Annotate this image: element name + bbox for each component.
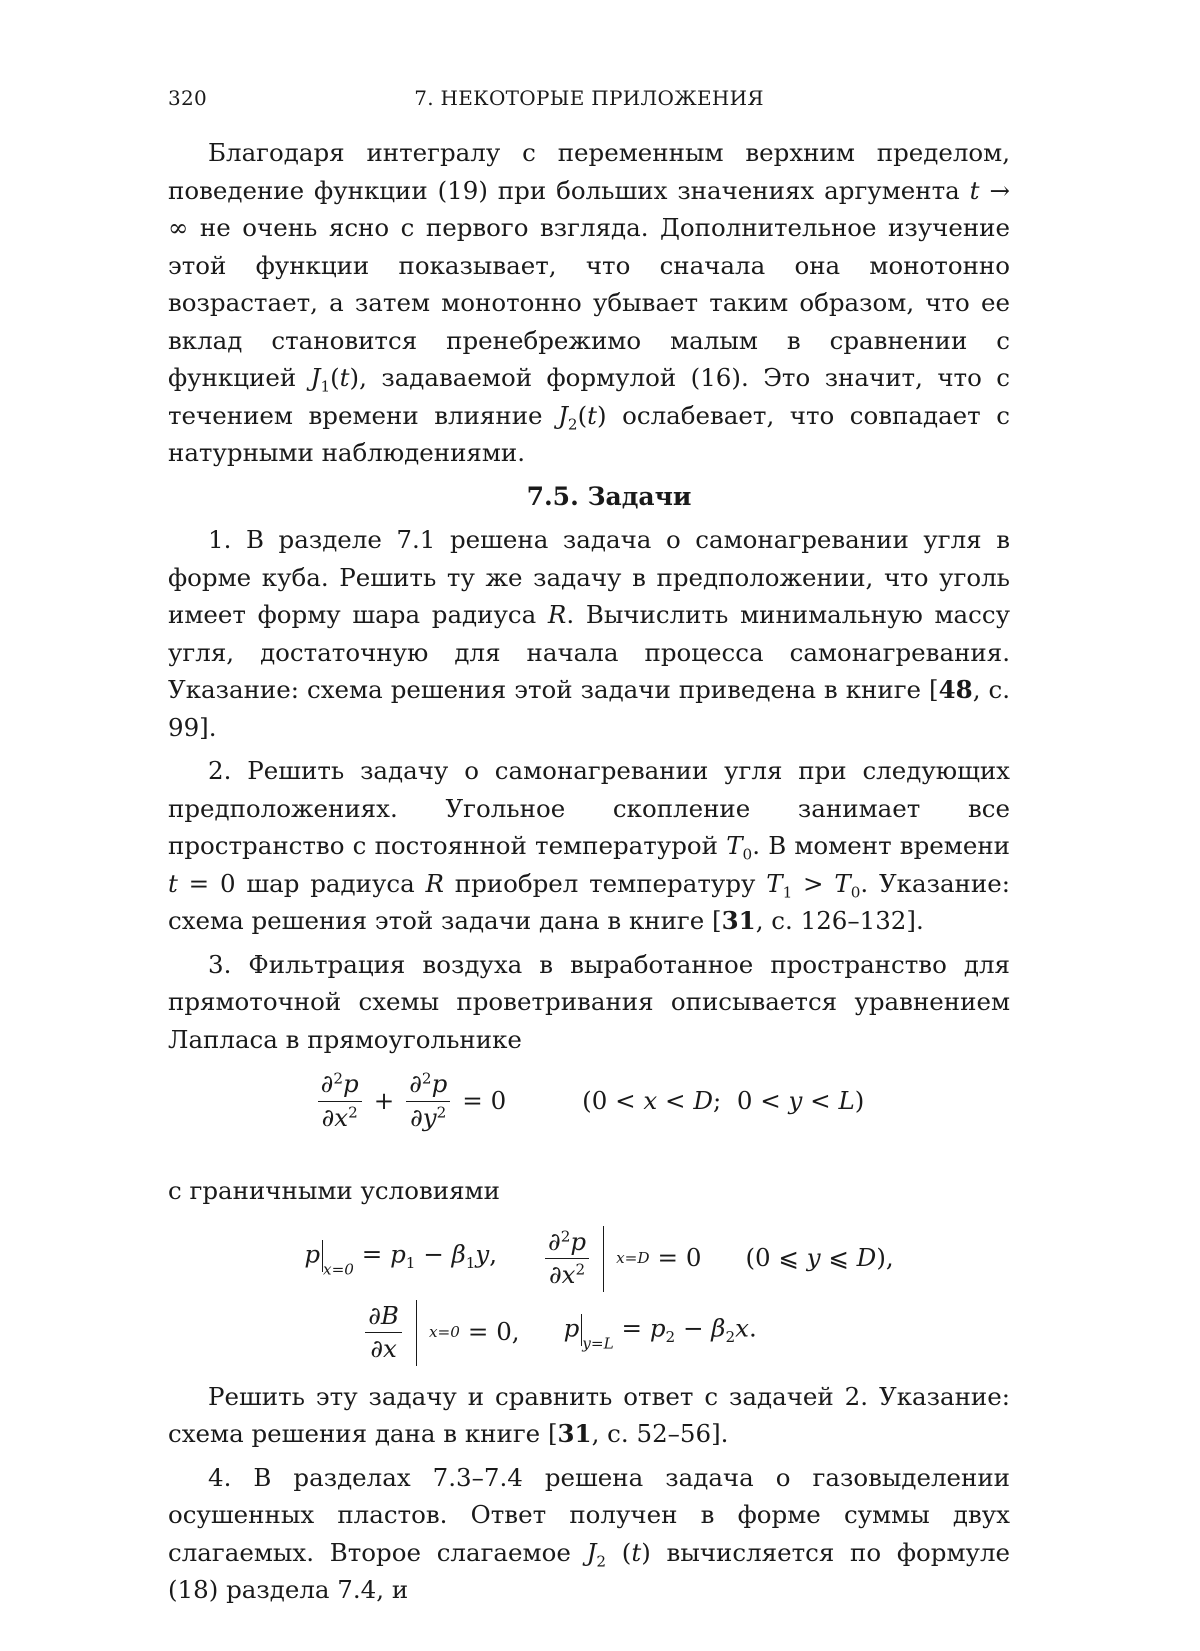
problem-4: 4. В разделах 7.3–7.4 решена задача о газовыделении осушенных пластов. Ответ получен в форме суммы двух слагаемых. Второе слагаемое $J_2$ (t) вычисляется по формуле (18) раздела 7.4, и xyxy=(168,1462,1011,1604)
problem-3: 3. Фильтрация воздуха в выработанное пространство для прямоточной схемы проветривания описывается уравнением Лапласа в прямоугольнике xyxy=(168,949,1010,1054)
running-title: 7. НЕКОТОРЫЕ ПРИЛОЖЕНИЯ xyxy=(414,86,764,110)
intro-paragraph: Благодаря интегралу с переменным верхним пределом, поведение функции (19) при больших значениях аргумента t → ∞ не очень ясно с первого взгляда. Дополнительное изучение этой функции показывает, что сначала она монотонно возрастает, а затем монотонно убывает таким образом, что ее вклад становится пренебрежимо малым в сравнении с функцией $J_1(t)$, задаваемой формулой (16). Это значит, что с течением времени влияние $J_2(t)$ ослабевает, что совпадает с натурными наблюдениями. xyxy=(168,138,1010,467)
boundary-intro: с граничными условиями xyxy=(168,1176,500,1205)
fraction: $\frac{\partial^2p}{\partial x^2}$ xyxy=(545,1230,589,1288)
page-body xyxy=(168,134,1010,1609)
page-number: 320 xyxy=(168,86,208,110)
page-header xyxy=(168,86,1010,116)
section-title: 7.5. Задачи xyxy=(526,481,692,511)
problem-1: 1. В разделе 7.1 решена задача о самонагревании угля в форме куба. Решить ту же задачу в предположении, что уголь имеет форму шара радиуса R. Вычислить минимальную массу угля, достаточную для начала процесса самонагревания. Указание: схема решения этой задачи приведена в книге [48, с. 99]. xyxy=(168,525,1010,742)
problem-3-conclusion: Решить эту задачу и сравнить ответ с задачей 2. Указание: схема решения дана в книге [31, с. 52–56]. xyxy=(168,1381,1010,1448)
fraction: $\frac{\partial^2p}{\partial y^2}$ xyxy=(406,1072,450,1130)
fraction: $\frac{\partial B}{\partial x}$ xyxy=(365,1304,402,1362)
boundary-conditions: $p_{x=0} = p_1 - \beta_1y$, $\frac{\partial^2p}{\partial x^2}$ x=D = 0 (0 ⩽ y ⩽ D), $\frac{\partial B}{\partial x}$ x=0 = 0, $p_{y=L} = p_2 - \beta_2x$. xyxy=(168,1226,1010,1366)
laplace-equation: $\frac{\partial^2p}{\partial x^2}$ + $\frac{\partial^2p}{\partial y^2}$ = 0 (0 < x < D; 0 < y < L) xyxy=(168,1072,1010,1158)
problem-2: 2. Решить задачу о самонагревании угля при следующих предположениях. Угольное скопление занимает все пространство с постоянной температурой $T_0$. В момент времени t = 0 шар радиуса R приобрел температуру $T_1 > T_0$. Указание: схема решения этой задачи дана в книге [31, с. 126–132]. xyxy=(168,756,1010,935)
fraction: $\frac{\partial^2p}{\partial x^2}$ xyxy=(318,1072,362,1130)
